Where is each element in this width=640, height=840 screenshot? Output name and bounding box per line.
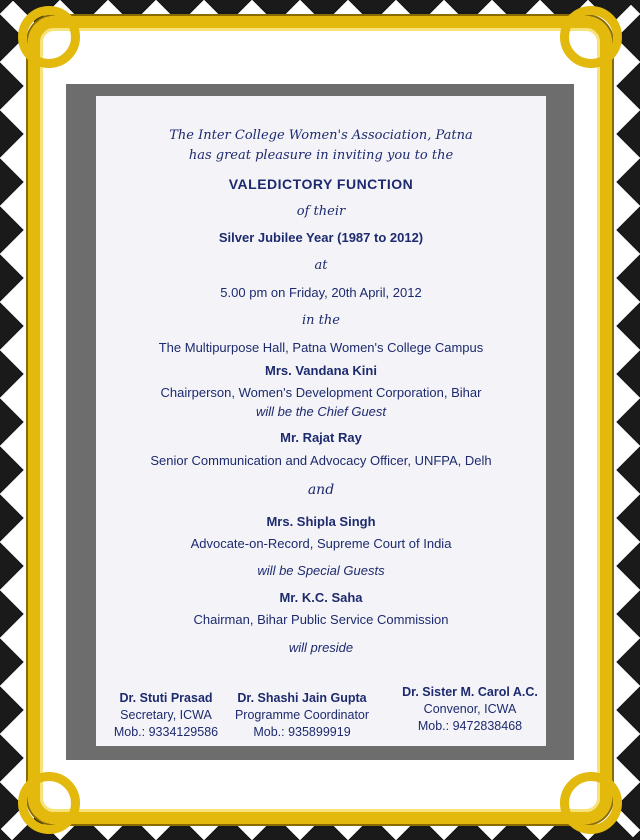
contact-phone: Mob.: 9472838468 — [417, 719, 523, 733]
frame-curl-bottom-right — [560, 772, 622, 834]
special-guests-role: will be Special Guests — [257, 563, 385, 578]
chief-guest-role: will be the Chief Guest — [255, 404, 387, 419]
chief-guest-name: Mrs. Vandana Kini — [265, 363, 377, 378]
contact-role: Convenor, ICWA — [423, 702, 517, 716]
frame-curl-top-left — [18, 6, 80, 68]
contact-name: Dr. Shashi Jain Gupta — [237, 691, 367, 705]
president-role: will preside — [288, 640, 354, 655]
invitation-card — [96, 96, 546, 746]
contact-name: Dr. Stuti Prasad — [119, 691, 213, 705]
contact-name: Dr. Sister M. Carol A.C. — [402, 685, 538, 699]
contact-role: Programme Coordinator — [234, 708, 370, 722]
datetime-text: 5.00 pm on Friday, 20th April, 2012 — [220, 285, 422, 300]
president-title: Chairman, Bihar Public Service Commission — [193, 612, 449, 627]
guest1-title: Senior Communication and Advocacy Officer, UNFPA, Delh — [150, 453, 492, 468]
contact-phone: Mob.: 9334129586 — [113, 725, 219, 739]
contact-coordinator — [212, 690, 392, 741]
of-their-text: of their — [296, 204, 346, 219]
event-title: VALEDICTORY FUNCTION — [228, 176, 414, 192]
and-text: and — [307, 482, 335, 498]
host-line: The Inter College Women's Association, Patna — [169, 128, 473, 143]
president-name: Mr. K.C. Saha — [279, 590, 363, 605]
at-text: at — [314, 258, 328, 273]
contact-role: Secretary, ICWA — [120, 708, 212, 722]
venue-text: The Multipurpose Hall, Patna Women's College Campus — [158, 340, 484, 355]
guest2-title: Advocate-on-Record, Supreme Court of India — [190, 536, 452, 551]
contact-convenor — [380, 684, 560, 735]
occasion-text: Silver Jubilee Year (1987 to 2012) — [218, 230, 424, 245]
guest2-name: Mrs. Shipla Singh — [266, 514, 376, 529]
guest1-name: Mr. Rajat Ray — [280, 430, 362, 445]
frame-curl-bottom-left — [18, 772, 80, 834]
in-the-text: in the — [302, 313, 340, 328]
chief-guest-title: Chairperson, Women's Development Corporation, Bihar — [160, 385, 482, 400]
frame-curl-top-right — [560, 6, 622, 68]
contact-phone: Mob.: 935899919 — [253, 725, 351, 739]
invite-line: has great pleasure in inviting you to the — [188, 148, 454, 163]
